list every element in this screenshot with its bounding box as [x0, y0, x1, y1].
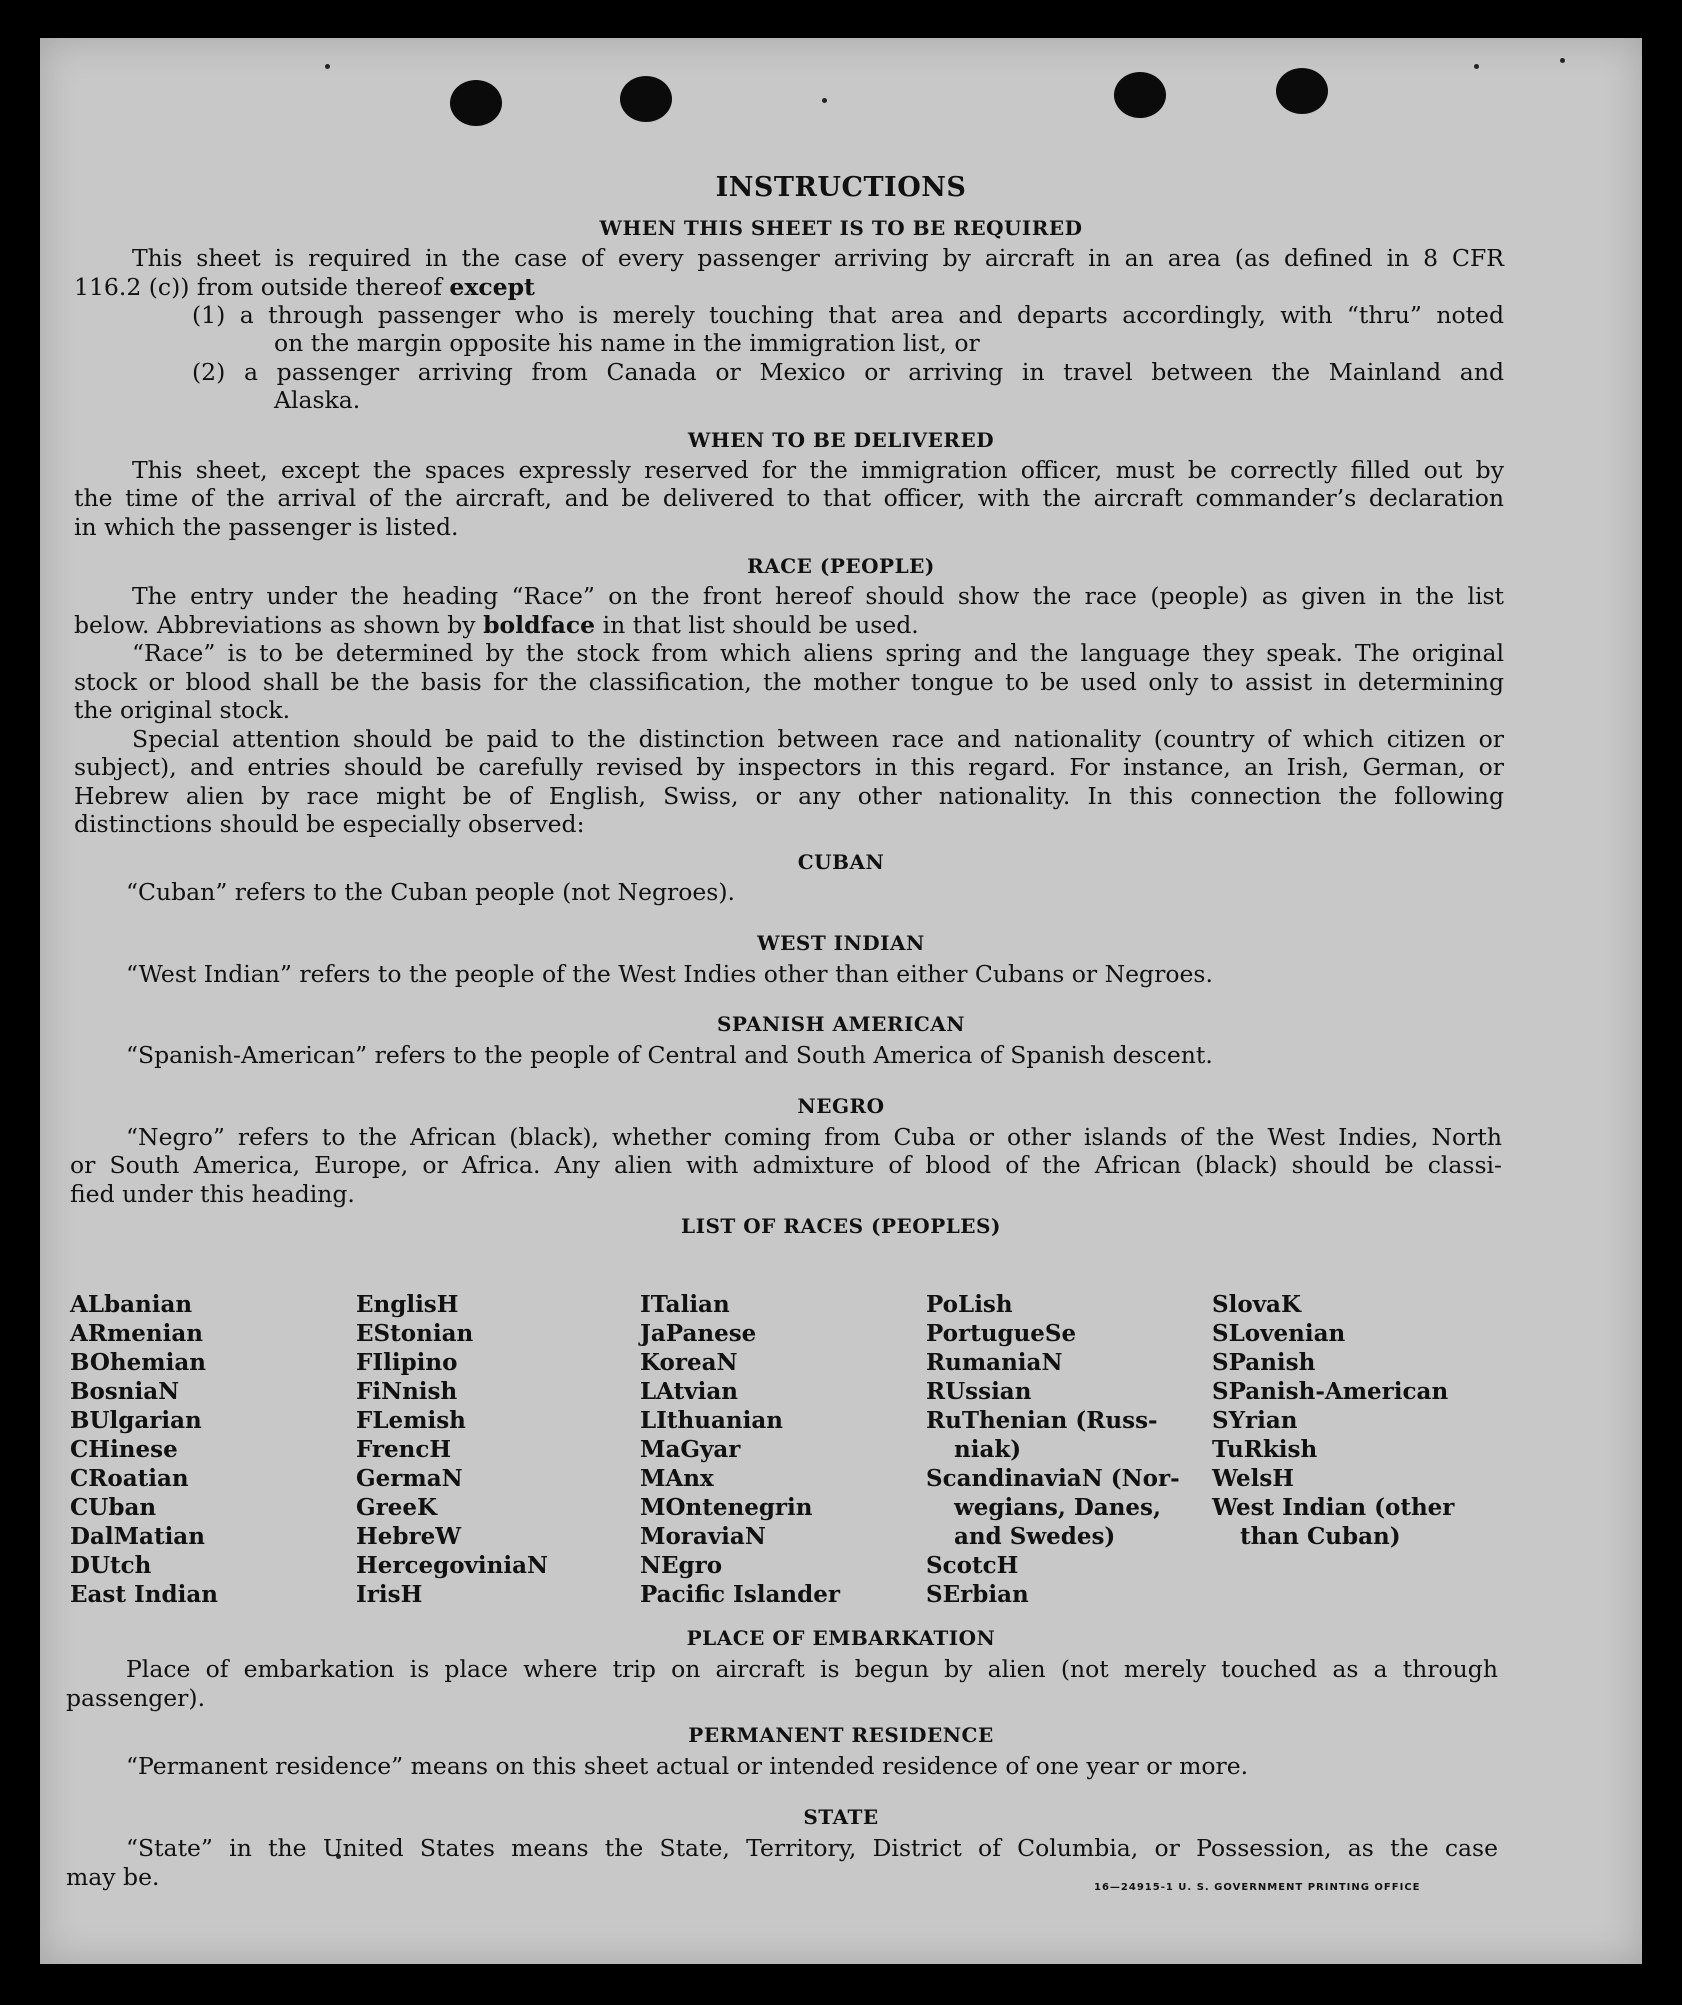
- race-item: HercegoviniaN: [356, 1552, 549, 1579]
- race-item: SlovaK: [1212, 1291, 1301, 1318]
- heading-state: STATE: [803, 1805, 879, 1829]
- page-title: INSTRUCTIONS: [715, 172, 967, 203]
- race-item: FIlipino: [356, 1349, 458, 1376]
- text-line: “Spanish-American” refers to the people of Central and South America of Spanish descent.: [126, 1041, 1213, 1069]
- race-item: RUssian: [926, 1378, 1032, 1405]
- races-column-4: [926, 1290, 1180, 1609]
- race-item: MaGyar: [640, 1436, 741, 1463]
- races-column-2: [356, 1290, 548, 1609]
- heading-when-required: WHEN THIS SHEET IS TO BE REQUIRED: [599, 216, 1083, 240]
- race-item: JaPanese: [640, 1320, 757, 1347]
- punch-hole: [450, 80, 502, 126]
- race-item: NEgro: [640, 1552, 723, 1579]
- race-item: ARmenian: [70, 1320, 204, 1347]
- speck: [1560, 58, 1565, 63]
- punch-hole: [1276, 68, 1328, 114]
- text-line: subject), and entries should be carefully revised by inspectors in this regard. For instance, an Irish, German, or: [74, 753, 1504, 781]
- race-item: CUban: [70, 1494, 157, 1521]
- race-item: TuRkish: [1212, 1436, 1318, 1463]
- heading-spanish-american: SPANISH AMERICAN: [716, 1012, 966, 1036]
- text-line: fied under this heading.: [70, 1180, 355, 1208]
- printing-office-imprint: 16—24915-1 U. S. GOVERNMENT PRINTING OFFICE: [1094, 1882, 1421, 1893]
- text-line: “Cuban” refers to the Cuban people (not Negroes).: [126, 878, 736, 906]
- text-line: This sheet, except the spaces expressly reserved for the immigration officer, must be correctly filled out by: [132, 456, 1504, 484]
- race-item: niak): [954, 1436, 1022, 1463]
- bold-span: boldface: [483, 611, 596, 639]
- text-span: 116.2 (c)) from outside thereof: [74, 273, 442, 301]
- punch-hole: [620, 76, 672, 122]
- race-item: BUlgarian: [70, 1407, 202, 1434]
- text-line: Place of embarkation is place where trip on aircraft is begun by alien (not merely touched as a through: [126, 1655, 1498, 1683]
- bold-span: except: [449, 273, 535, 301]
- races-column-1: [70, 1290, 218, 1609]
- speck: [1474, 64, 1479, 69]
- race-item: GermaN: [356, 1465, 463, 1492]
- heading-list-of-races: LIST OF RACES (PEOPLES): [681, 1214, 1001, 1238]
- race-item: EnglisH: [356, 1291, 459, 1318]
- race-item: CRoatian: [70, 1465, 189, 1492]
- race-item: BOhemian: [70, 1349, 206, 1376]
- text-line: or South America, Europe, or Africa. Any alien with admixture of blood of the African (black) should be classi-: [70, 1151, 1502, 1179]
- text-span: in that list should be used.: [602, 611, 919, 639]
- heading-race: RACE (PEOPLE): [747, 554, 935, 578]
- race-item: ScotcH: [926, 1552, 1019, 1579]
- race-item: BosniaN: [70, 1378, 180, 1405]
- text-line: “State” in the United States means the State, Territory, District of Columbia, or Possession, as the case: [126, 1834, 1498, 1862]
- text-line: passenger).: [66, 1684, 206, 1712]
- race-item: SPanish-American: [1212, 1378, 1449, 1405]
- race-item: WelsH: [1212, 1465, 1295, 1492]
- race-item: PoLish: [926, 1291, 1013, 1318]
- race-item: wegians, Danes,: [954, 1494, 1161, 1521]
- speck: [325, 64, 330, 69]
- text-line: “Permanent residence” means on this sheet actual or intended residence of one year or more.: [126, 1752, 1249, 1780]
- race-item: ALbanian: [70, 1291, 193, 1318]
- text-line: The entry under the heading “Race” on the front hereof should show the race (people) as given in the list: [132, 582, 1504, 610]
- text-line: This sheet is required in the case of every passenger arriving by aircraft in an area (as defined in 8 CFR: [132, 244, 1504, 272]
- heading-west-indian: WEST INDIAN: [757, 931, 925, 955]
- text-line: stock or blood shall be the basis for the classification, the mother tongue to be used only to assist in determining: [74, 668, 1504, 696]
- race-item: ScandinaviaN (Nor-: [926, 1465, 1180, 1492]
- race-item: MoraviaN: [640, 1523, 766, 1550]
- heading-permanent-residence: PERMANENT RESIDENCE: [688, 1723, 994, 1747]
- heading-embarkation: PLACE OF EMBARKATION: [686, 1626, 996, 1650]
- document-sheet: [40, 38, 1642, 1964]
- race-item: LIthuanian: [640, 1407, 783, 1434]
- race-item: GreeK: [356, 1494, 438, 1521]
- heading-when-delivered: WHEN TO BE DELIVERED: [687, 428, 995, 452]
- race-item: DalMatian: [70, 1523, 205, 1550]
- text-line: [74, 273, 535, 302]
- race-item: DUtch: [70, 1552, 152, 1579]
- race-item: FiNnish: [356, 1378, 458, 1405]
- punch-hole: [1114, 72, 1166, 118]
- speck: [822, 98, 827, 103]
- race-item: PortugueSe: [926, 1320, 1077, 1347]
- race-item: and Swedes): [954, 1523, 1116, 1550]
- race-item: than Cuban): [1240, 1523, 1401, 1550]
- text-line: “Negro” refers to the African (black), whether coming from Cuba or other islands of the West Indies, North: [126, 1123, 1502, 1151]
- race-item: CHinese: [70, 1436, 178, 1463]
- text-line: Hebrew alien by race might be of English, Swiss, or any other nationality. In this connection the following: [74, 782, 1504, 810]
- text-line: distinctions should be especially observed:: [74, 810, 585, 838]
- race-item: SErbian: [926, 1581, 1029, 1608]
- race-item: MAnx: [640, 1465, 714, 1492]
- text-line: the original stock.: [74, 696, 291, 724]
- race-item: FrencH: [356, 1436, 452, 1463]
- text-line: “West Indian” refers to the people of the West Indies other than either Cubans or Negroes.: [126, 960, 1213, 988]
- race-item: MOntenegrin: [640, 1494, 813, 1521]
- races-column-3: [640, 1290, 840, 1609]
- heading-cuban: CUBAN: [797, 850, 885, 874]
- race-item: LAtvian: [640, 1378, 738, 1405]
- race-item: SPanish: [1212, 1349, 1316, 1376]
- text-line: Alaska.: [274, 386, 361, 414]
- text-line: (1) a through passenger who is merely touching that area and departs accordingly, with “thru” noted: [192, 301, 1504, 329]
- text-line: in which the passenger is listed.: [74, 513, 459, 541]
- text-line: [74, 611, 919, 640]
- race-item: RuThenian (Russ-: [926, 1407, 1158, 1434]
- race-item: HebreW: [356, 1523, 462, 1550]
- race-item: RumaniaN: [926, 1349, 1063, 1376]
- race-item: IrisH: [356, 1581, 423, 1608]
- text-span: below. Abbreviations as shown by: [74, 611, 476, 639]
- text-line: on the margin opposite his name in the immigration list, or: [274, 329, 980, 357]
- heading-negro: NEGRO: [797, 1094, 885, 1118]
- race-item: Pacific Islander: [640, 1581, 840, 1608]
- race-item: West Indian (other: [1212, 1494, 1455, 1521]
- race-item: KoreaN: [640, 1349, 738, 1376]
- text-line: may be.: [66, 1863, 160, 1891]
- race-item: SYrian: [1212, 1407, 1298, 1434]
- race-item: ITalian: [640, 1291, 730, 1318]
- race-item: SLovenian: [1212, 1320, 1346, 1347]
- text-line: “Race” is to be determined by the stock from which aliens spring and the language they speak. The original: [132, 639, 1504, 667]
- race-item: EStonian: [356, 1320, 474, 1347]
- text-line: Special attention should be paid to the distinction between race and nationality (country of which citizen or: [132, 725, 1504, 753]
- race-item: East Indian: [70, 1581, 218, 1608]
- text-line: (2) a passenger arriving from Canada or Mexico or arriving in travel between the Mainland and: [192, 358, 1504, 386]
- races-column-5: [1212, 1290, 1454, 1551]
- race-item: FLemish: [356, 1407, 466, 1434]
- text-line: the time of the arrival of the aircraft, and be delivered to that officer, with the aircraft commander’s declaration: [74, 484, 1504, 512]
